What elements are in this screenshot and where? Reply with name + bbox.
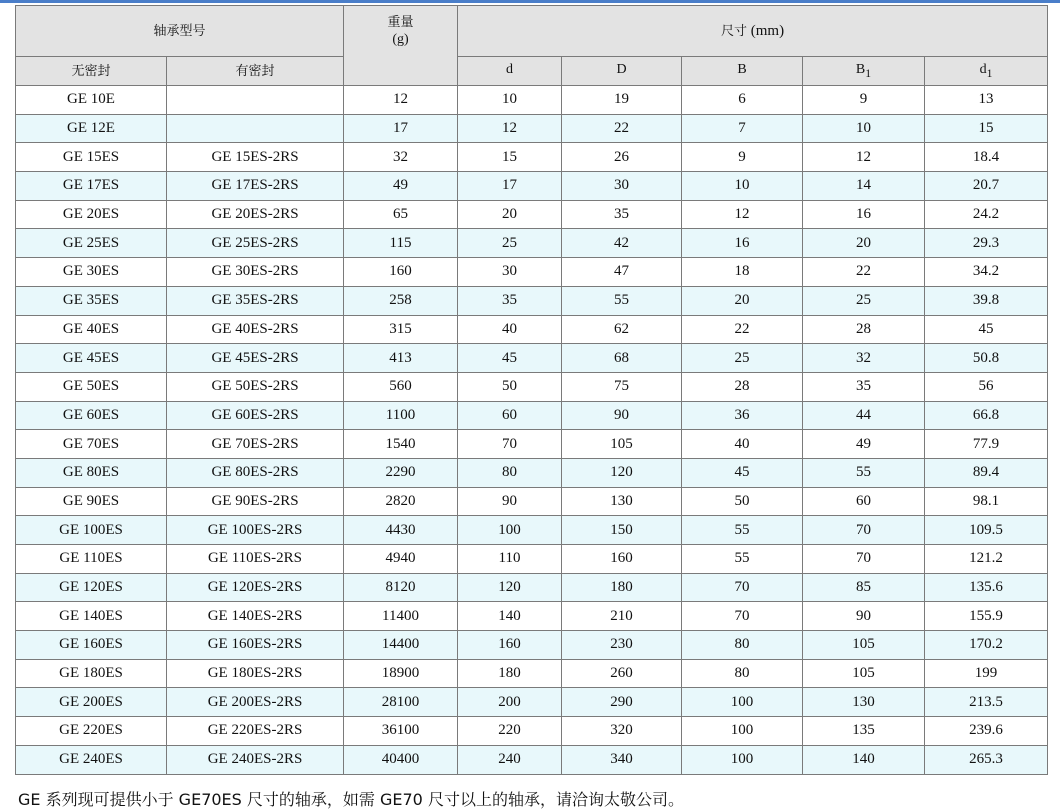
dim-d1-cell: 50.8 xyxy=(925,344,1048,373)
dim-B1-cell: 135 xyxy=(803,717,925,746)
dim-D-cell: 19 xyxy=(562,86,682,115)
dim-B1-cell: 90 xyxy=(803,602,925,631)
model-with-seal-cell: GE 20ES-2RS xyxy=(167,200,344,229)
dim-D-cell: 320 xyxy=(562,717,682,746)
dim-B1-cell: 140 xyxy=(803,745,925,774)
model-no-seal-cell: GE 240ES xyxy=(16,745,167,774)
table-row xyxy=(16,745,1048,774)
dim-B-cell: 16 xyxy=(682,229,803,258)
dim-B-cell: 55 xyxy=(682,545,803,574)
dim-B-cell: 22 xyxy=(682,315,803,344)
table-row xyxy=(16,372,1048,401)
model-no-seal-cell: GE 110ES xyxy=(16,545,167,574)
dim-D-cell: 210 xyxy=(562,602,682,631)
weight-cell: 65 xyxy=(344,200,458,229)
model-with-seal-cell xyxy=(167,114,344,143)
dim-d1-cell: 29.3 xyxy=(925,229,1048,258)
weight-cell: 11400 xyxy=(344,602,458,631)
model-group-header: 轴承型号 xyxy=(16,6,344,57)
dim-d1-cell: 265.3 xyxy=(925,745,1048,774)
dim-B-cell: 100 xyxy=(682,745,803,774)
col-header-d1: $d_1$ xyxy=(925,57,1048,86)
weight-cell: 1540 xyxy=(344,430,458,459)
table-row xyxy=(16,286,1048,315)
table-row xyxy=(16,200,1048,229)
dim-B1-cell: 85 xyxy=(803,573,925,602)
dim-B1-cell: 25 xyxy=(803,286,925,315)
weight-header xyxy=(344,6,458,86)
dim-d-cell: 40 xyxy=(458,315,562,344)
no-seal-header: 无密封 xyxy=(16,57,167,86)
dim-d1-cell: 20.7 xyxy=(925,172,1048,201)
table-row xyxy=(16,401,1048,430)
dim-B1-cell: 20 xyxy=(803,229,925,258)
dim-B1-cell: 12 xyxy=(803,143,925,172)
dimension-group-header xyxy=(458,6,1048,57)
table-row xyxy=(16,631,1048,660)
dim-d-cell: 25 xyxy=(458,229,562,258)
dim-d1-cell: 13 xyxy=(925,86,1048,115)
weight-cell: 8120 xyxy=(344,573,458,602)
model-no-seal-cell: GE 15ES xyxy=(16,143,167,172)
dim-B1-cell: 9 xyxy=(803,86,925,115)
model-with-seal-cell: GE 30ES-2RS xyxy=(167,258,344,287)
model-no-seal-cell: GE 200ES xyxy=(16,688,167,717)
dim-d-cell: 12 xyxy=(458,114,562,143)
weight-cell: 2820 xyxy=(344,487,458,516)
footnote: GE 系列现可提供小于 GE70ES 尺寸的轴承，如需 GE70 尺寸以上的轴承，请洽询太敬公司。 xyxy=(18,790,684,809)
model-no-seal-cell: GE 120ES xyxy=(16,573,167,602)
model-with-seal-cell: GE 50ES-2RS xyxy=(167,372,344,401)
dim-D-cell: 35 xyxy=(562,200,682,229)
table-row xyxy=(16,688,1048,717)
dim-B-cell: 80 xyxy=(682,659,803,688)
dim-B1-cell: 35 xyxy=(803,372,925,401)
dim-B1-cell: 70 xyxy=(803,545,925,574)
weight-unit: (g) xyxy=(392,32,409,47)
dim-d1-cell: 45 xyxy=(925,315,1048,344)
dim-d-cell: 140 xyxy=(458,602,562,631)
dim-B-cell: 28 xyxy=(682,372,803,401)
dim-B-cell: 25 xyxy=(682,344,803,373)
dim-B-cell: 7 xyxy=(682,114,803,143)
model-no-seal-cell: GE 60ES xyxy=(16,401,167,430)
model-with-seal-cell: GE 45ES-2RS xyxy=(167,344,344,373)
model-no-seal-cell: GE 40ES xyxy=(16,315,167,344)
table-row xyxy=(16,229,1048,258)
table-row xyxy=(16,86,1048,115)
dim-d-cell: 50 xyxy=(458,372,562,401)
dim-B-cell: 40 xyxy=(682,430,803,459)
bearing-spec-table xyxy=(15,5,1048,775)
dim-d-cell: 60 xyxy=(458,401,562,430)
dimension-label: 尺寸 xyxy=(720,23,747,39)
with-seal-header: 有密封 xyxy=(167,57,344,86)
dim-B1-cell: 44 xyxy=(803,401,925,430)
dim-d-cell: 30 xyxy=(458,258,562,287)
dim-d1-cell: 135.6 xyxy=(925,573,1048,602)
weight-cell: 413 xyxy=(344,344,458,373)
table-row xyxy=(16,143,1048,172)
table-row xyxy=(16,573,1048,602)
weight-cell: 40400 xyxy=(344,745,458,774)
model-with-seal-cell: GE 240ES-2RS xyxy=(167,745,344,774)
dim-d-cell: 17 xyxy=(458,172,562,201)
weight-cell: 160 xyxy=(344,258,458,287)
dim-d-cell: 110 xyxy=(458,545,562,574)
model-no-seal-cell: GE 20ES xyxy=(16,200,167,229)
dim-d1-cell: 89.4 xyxy=(925,458,1048,487)
dim-D-cell: 30 xyxy=(562,172,682,201)
model-with-seal-cell: GE 35ES-2RS xyxy=(167,286,344,315)
dim-D-cell: 120 xyxy=(562,458,682,487)
dim-B-cell: 45 xyxy=(682,458,803,487)
weight-cell: 315 xyxy=(344,315,458,344)
table-row xyxy=(16,430,1048,459)
dim-d-cell: 90 xyxy=(458,487,562,516)
dim-D-cell: 290 xyxy=(562,688,682,717)
dim-B-cell: 18 xyxy=(682,258,803,287)
dim-d1-cell: 24.2 xyxy=(925,200,1048,229)
dim-D-cell: 260 xyxy=(562,659,682,688)
model-with-seal-cell: GE 160ES-2RS xyxy=(167,631,344,660)
dim-D-cell: 75 xyxy=(562,372,682,401)
model-with-seal-cell: GE 17ES-2RS xyxy=(167,172,344,201)
table-row xyxy=(16,602,1048,631)
model-with-seal-cell: GE 120ES-2RS xyxy=(167,573,344,602)
table-row xyxy=(16,487,1048,516)
weight-cell: 49 xyxy=(344,172,458,201)
table-row xyxy=(16,344,1048,373)
model-with-seal-cell: GE 180ES-2RS xyxy=(167,659,344,688)
col-header-B: B xyxy=(682,57,803,86)
weight-cell: 28100 xyxy=(344,688,458,717)
model-with-seal-cell: GE 80ES-2RS xyxy=(167,458,344,487)
dim-d1-cell: 66.8 xyxy=(925,401,1048,430)
model-no-seal-cell: GE 180ES xyxy=(16,659,167,688)
model-no-seal-cell: GE 35ES xyxy=(16,286,167,315)
table-row xyxy=(16,545,1048,574)
weight-cell: 12 xyxy=(344,86,458,115)
model-no-seal-cell: GE 70ES xyxy=(16,430,167,459)
model-no-seal-cell: GE 220ES xyxy=(16,717,167,746)
table-row xyxy=(16,516,1048,545)
dim-d-cell: 20 xyxy=(458,200,562,229)
model-with-seal-cell: GE 110ES-2RS xyxy=(167,545,344,574)
model-no-seal-cell: GE 50ES xyxy=(16,372,167,401)
dim-d1-cell: 199 xyxy=(925,659,1048,688)
dim-B1-cell: 130 xyxy=(803,688,925,717)
weight-cell: 4940 xyxy=(344,545,458,574)
table-row xyxy=(16,458,1048,487)
model-with-seal-cell: GE 220ES-2RS xyxy=(167,717,344,746)
dim-d-cell: 45 xyxy=(458,344,562,373)
dim-d-cell: 80 xyxy=(458,458,562,487)
dim-B1-cell: 70 xyxy=(803,516,925,545)
dim-B1-cell: 105 xyxy=(803,631,925,660)
table-row xyxy=(16,114,1048,143)
dim-D-cell: 42 xyxy=(562,229,682,258)
dim-D-cell: 160 xyxy=(562,545,682,574)
dim-B-cell: 6 xyxy=(682,86,803,115)
dim-B1-cell: 60 xyxy=(803,487,925,516)
dim-d1-cell: 98.1 xyxy=(925,487,1048,516)
dim-d1-cell: 239.6 xyxy=(925,717,1048,746)
dim-B1-cell: 105 xyxy=(803,659,925,688)
dim-B-cell: 10 xyxy=(682,172,803,201)
model-no-seal-cell: GE 90ES xyxy=(16,487,167,516)
dim-d-cell: 120 xyxy=(458,573,562,602)
weight-cell: 14400 xyxy=(344,631,458,660)
weight-cell: 32 xyxy=(344,143,458,172)
dim-D-cell: 105 xyxy=(562,430,682,459)
model-no-seal-cell: GE 160ES xyxy=(16,631,167,660)
model-no-seal-cell: GE 80ES xyxy=(16,458,167,487)
dim-B-cell: 80 xyxy=(682,631,803,660)
dim-B-cell: 70 xyxy=(682,573,803,602)
model-with-seal-cell: GE 90ES-2RS xyxy=(167,487,344,516)
weight-cell: 1100 xyxy=(344,401,458,430)
model-with-seal-cell: GE 25ES-2RS xyxy=(167,229,344,258)
dim-D-cell: 26 xyxy=(562,143,682,172)
model-no-seal-cell: GE 100ES xyxy=(16,516,167,545)
table-row xyxy=(16,315,1048,344)
weight-cell: 4430 xyxy=(344,516,458,545)
dim-D-cell: 68 xyxy=(562,344,682,373)
weight-cell: 2290 xyxy=(344,458,458,487)
dim-B1-cell: 49 xyxy=(803,430,925,459)
model-with-seal-cell: GE 70ES-2RS xyxy=(167,430,344,459)
model-no-seal-cell: GE 25ES xyxy=(16,229,167,258)
dim-d-cell: 100 xyxy=(458,516,562,545)
dim-B-cell: 100 xyxy=(682,688,803,717)
dim-D-cell: 22 xyxy=(562,114,682,143)
dim-d1-cell: 39.8 xyxy=(925,286,1048,315)
model-no-seal-cell: GE 10E xyxy=(16,86,167,115)
model-with-seal-cell: GE 15ES-2RS xyxy=(167,143,344,172)
weight-label: 重量 xyxy=(387,15,414,30)
weight-cell: 258 xyxy=(344,286,458,315)
dim-d-cell: 15 xyxy=(458,143,562,172)
dim-D-cell: 62 xyxy=(562,315,682,344)
dim-d-cell: 220 xyxy=(458,717,562,746)
model-with-seal-cell: GE 200ES-2RS xyxy=(167,688,344,717)
dim-d1-cell: 109.5 xyxy=(925,516,1048,545)
weight-cell: 17 xyxy=(344,114,458,143)
dim-d1-cell: 213.5 xyxy=(925,688,1048,717)
dim-B1-cell: 16 xyxy=(803,200,925,229)
dim-D-cell: 340 xyxy=(562,745,682,774)
model-no-seal-cell: GE 45ES xyxy=(16,344,167,373)
dim-d-cell: 240 xyxy=(458,745,562,774)
dim-d1-cell: 170.2 xyxy=(925,631,1048,660)
dim-B1-cell: 14 xyxy=(803,172,925,201)
dim-D-cell: 180 xyxy=(562,573,682,602)
dim-d1-cell: 155.9 xyxy=(925,602,1048,631)
dim-d-cell: 35 xyxy=(458,286,562,315)
dim-D-cell: 47 xyxy=(562,258,682,287)
dim-D-cell: 90 xyxy=(562,401,682,430)
dim-D-cell: 150 xyxy=(562,516,682,545)
dim-d1-cell: 121.2 xyxy=(925,545,1048,574)
model-no-seal-cell: GE 12E xyxy=(16,114,167,143)
model-with-seal-cell: GE 40ES-2RS xyxy=(167,315,344,344)
dim-d1-cell: 77.9 xyxy=(925,430,1048,459)
table-row xyxy=(16,172,1048,201)
dim-B-cell: 70 xyxy=(682,602,803,631)
dim-d-cell: 160 xyxy=(458,631,562,660)
dim-B1-cell: 55 xyxy=(803,458,925,487)
model-with-seal-cell xyxy=(167,86,344,115)
dim-B-cell: 36 xyxy=(682,401,803,430)
top-rule xyxy=(0,0,1060,3)
dim-B1-cell: 28 xyxy=(803,315,925,344)
dim-d-cell: 180 xyxy=(458,659,562,688)
model-no-seal-cell: GE 30ES xyxy=(16,258,167,287)
weight-cell: 115 xyxy=(344,229,458,258)
dim-d1-cell: 56 xyxy=(925,372,1048,401)
table-row xyxy=(16,717,1048,746)
table-body xyxy=(16,86,1048,775)
dim-D-cell: 55 xyxy=(562,286,682,315)
model-with-seal-cell: GE 60ES-2RS xyxy=(167,401,344,430)
table-row xyxy=(16,258,1048,287)
dim-D-cell: 230 xyxy=(562,631,682,660)
weight-cell: 18900 xyxy=(344,659,458,688)
col-header-D: D xyxy=(562,57,682,86)
dim-B-cell: 55 xyxy=(682,516,803,545)
dim-B-cell: 50 xyxy=(682,487,803,516)
dim-B1-cell: 10 xyxy=(803,114,925,143)
dimension-unit: (mm) xyxy=(750,22,785,39)
dim-B1-cell: 22 xyxy=(803,258,925,287)
dim-d-cell: 70 xyxy=(458,430,562,459)
dim-B-cell: 20 xyxy=(682,286,803,315)
model-no-seal-cell: GE 140ES xyxy=(16,602,167,631)
dim-d-cell: 10 xyxy=(458,86,562,115)
model-with-seal-cell: GE 100ES-2RS xyxy=(167,516,344,545)
dim-B-cell: 100 xyxy=(682,717,803,746)
dim-d1-cell: 15 xyxy=(925,114,1048,143)
dim-B1-cell: 32 xyxy=(803,344,925,373)
col-header-d: d xyxy=(458,57,562,86)
dim-d1-cell: 18.4 xyxy=(925,143,1048,172)
weight-cell: 36100 xyxy=(344,717,458,746)
model-with-seal-cell: GE 140ES-2RS xyxy=(167,602,344,631)
dim-B-cell: 12 xyxy=(682,200,803,229)
weight-cell: 560 xyxy=(344,372,458,401)
col-header-B1: $B_1$ xyxy=(803,57,925,86)
dim-B-cell: 9 xyxy=(682,143,803,172)
dim-d1-cell: 34.2 xyxy=(925,258,1048,287)
dim-d-cell: 200 xyxy=(458,688,562,717)
model-no-seal-cell: GE 17ES xyxy=(16,172,167,201)
dim-D-cell: 130 xyxy=(562,487,682,516)
table-row xyxy=(16,659,1048,688)
